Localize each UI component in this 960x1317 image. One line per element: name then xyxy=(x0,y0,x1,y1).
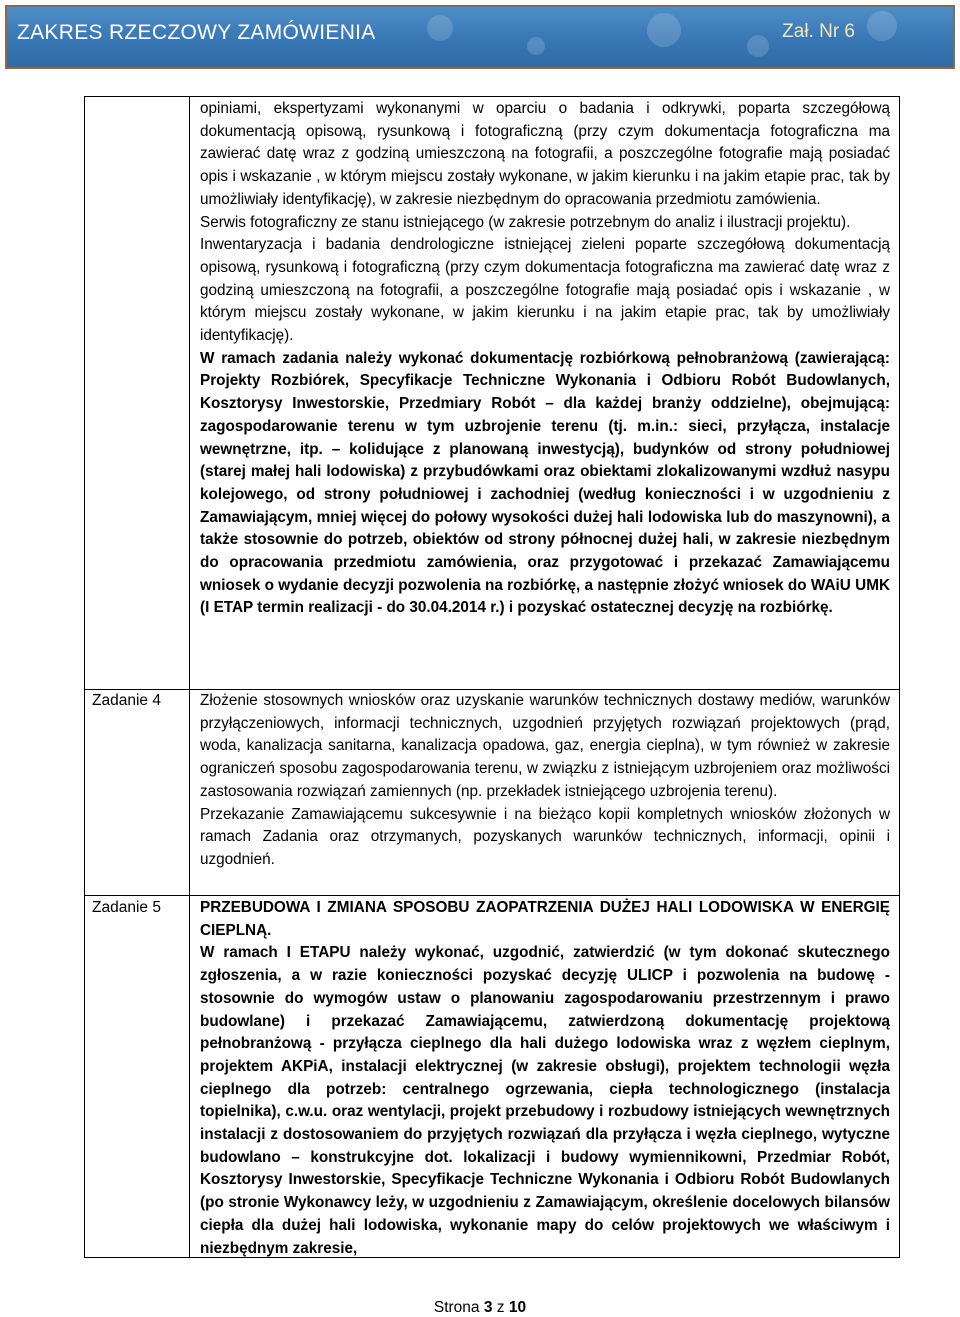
header-banner xyxy=(5,5,955,69)
column-divider xyxy=(189,96,190,1258)
task-5-description xyxy=(200,897,890,1260)
paragraph-heading: PRZEBUDOWA I ZMIANA SPOSOBU ZAOPATRZENIA DUŻEJ HALI LODOWISKA W ENERGIĘ CIEPLNĄ. xyxy=(200,899,890,939)
paragraph: Serwis fotograficzny ze stanu istniejącego (w zakresie potrzebnym do analiz i ilustracji projektu). xyxy=(200,213,851,231)
header-attachment-number: Zał. Nr 6 xyxy=(782,21,855,42)
footer-page-number: 3 xyxy=(483,1299,493,1316)
task-4-description xyxy=(200,690,890,872)
paragraph-bold: W ramach zadania należy wykonać dokumentację rozbiórkową pełnobranżową (zawierającą: Projekty Rozbiórek, Specyfikacje Techniczne Wykonania i Odbioru Robót Budowlanych, Kosztorysy Inwestorskie, Przedmiary Robót – dla każdej branży oddzielne), obejmującą: zagospodarowanie terenu w tym uzbrojenie terenu (tj. m.in.: sieci, przyłącza, instalacje wewnętrzne, itp. – kolidujące z planowaną inwestycją), budynków od strony południowej (starej małej hali lodowiska) z przybudówkami oraz obiektami zlokalizowanymi wzdłuż nasypu kolejowego, od strony południowej i zachodniej (według konieczności i w uzgodnieniu z Zamawiającym, mniej więcej do połowy wysokości dużej hali lodowiska lub do maszynowni), a także stosownie do potrzeb, obiektów od strony północnej dużej hali, w zakresie niezbędnym do opracowania przedmiotu zamówienia, oraz przygotować i przekazać Zamawiającemu wniosek o wydanie decyzji pozwolenia na rozbiórkę, a następnie złożyć wniosek do WAiU UMK (I ETAP termin realizacji - do 30.04.2014 r.) i pozyskać ostatecznej decyzję na rozbiórkę. xyxy=(200,349,890,617)
page-footer xyxy=(0,1299,960,1317)
decor-bubble xyxy=(427,15,453,41)
footer-prefix: Strona xyxy=(433,1299,480,1316)
decor-bubble xyxy=(647,13,681,47)
task-label-5: Zadanie 5 xyxy=(92,899,161,916)
paragraph-bold: W ramach I ETAPU należy wykonać, uzgodnić, zatwierdzić (w tym dokonać skutecznego zgłoszenia, a w razie konieczności pozyskać decyzję ULICP i pozwolenia na budowę - stosownie do wymogów ustaw o planowaniu zagospodarowaniu przestrzennym i prawo budowlane) i przekazać Zamawiającemu, zatwierdzoną dokumentację projektową pełnobranżową - przyłącza cieplnego dla hali dużego lodowiska wraz z węzłem cieplnym, projektem AKPiA, instalacji elektrycznej (w zakresie obsługi), projektem technologii węzła cieplnego dla potrzeb: centralnego ogrzewania, ciepła technologicznego (instalacja topielnika), c.w.u. oraz wentylacji, projekt przebudowy i rozbudowy istniejących wewnętrznych instalacji z dostosowaniem do przyjętych rozwiązań dla przyłącza i węzła cieplnego, wytyczne budowlano – konstrukcyjne dot. lokalizacji i budowy wymiennikowni, Przedmiar Robót, Kosztorysy Inwestorskie, Specyfikacje Techniczne Wykonania i Odbioru Robót Budowlanych (po stronie Wykonawcy leży, w uzgodnieniu z Zamawiającym, określenie docelowych bilansów ciepła dla dużej hali lodowiska, wykonanie mapy do celów projektowych we właściwym i niezbędnym zakresie, xyxy=(200,944,890,1257)
paragraph: Złożenie stosownych wniosków oraz uzyskanie warunków technicznych dostawy mediów, warunków przyłączeniowych, informacji technicznych, uzgodnień przyjętych rozwiązań projektowych (prąd, woda, kanalizacja sanitarna, kanalizacja opadowa, gaz, energia cieplna), w tym również w zakresie ograniczeń sposobu zagospodarowania terenu, w związku z istniejącym uzbrojeniem oraz możliwości zastosowania rozwiązań zamiennych (np. przekładek istniejącego uzbrojenia terenu). xyxy=(200,692,890,800)
header-title: ZAKRES RZECZOWY ZAMÓWIENIA xyxy=(17,21,376,44)
decor-bubble xyxy=(527,37,545,55)
row-divider xyxy=(84,895,900,896)
decor-bubble xyxy=(747,35,769,57)
task-description-continued xyxy=(200,98,890,620)
footer-page-total: 10 xyxy=(508,1299,527,1316)
paragraph: opiniami, ekspertyzami wykonanymi w oparciu o badania i odkrywki, poparta szczegółową dokumentacją opisową, rysunkową i fotograficzną (przy czym dokumentacja fotograficzna ma zawierać datę wraz z godziną umieszczoną na fotografii, a poszczególne fotografie mają posiadać opis i wskazanie , w którym miejscu zostały wykonane, w jakim kierunku i na jakim etapie prac, tak by umożliwiały identyfikację), w zakresie niezbędnym do opracowania przedmiotu zamówienia. xyxy=(200,100,890,208)
task-label-4: Zadanie 4 xyxy=(92,692,161,709)
footer-middle: z xyxy=(496,1299,505,1316)
paragraph: Inwentaryzacja i badania dendrologiczne istniejącej zieleni poparte szczegółową dokumentacją opisową, rysunkową i fotograficzną (przy czym dokumentacja fotograficzna ma zawierać datę wraz z godziną umieszczoną na fotografii, a poszczególne fotografie mają posiadać opis i wskazanie , w którym miejscu zostały wykonane, w jakim kierunku i na jakim etapie prac, tak by umożliwiały identyfikację). xyxy=(200,236,890,345)
decor-bubble xyxy=(867,11,897,41)
paragraph: Przekazanie Zamawiającemu sukcesywnie i na bieżąco kopii kompletnych wniosków złożonych w ramach Zadania oraz otrzymanych, pozyskanych warunków technicznych, informacji, opinii i uzgodnień. xyxy=(200,805,890,868)
